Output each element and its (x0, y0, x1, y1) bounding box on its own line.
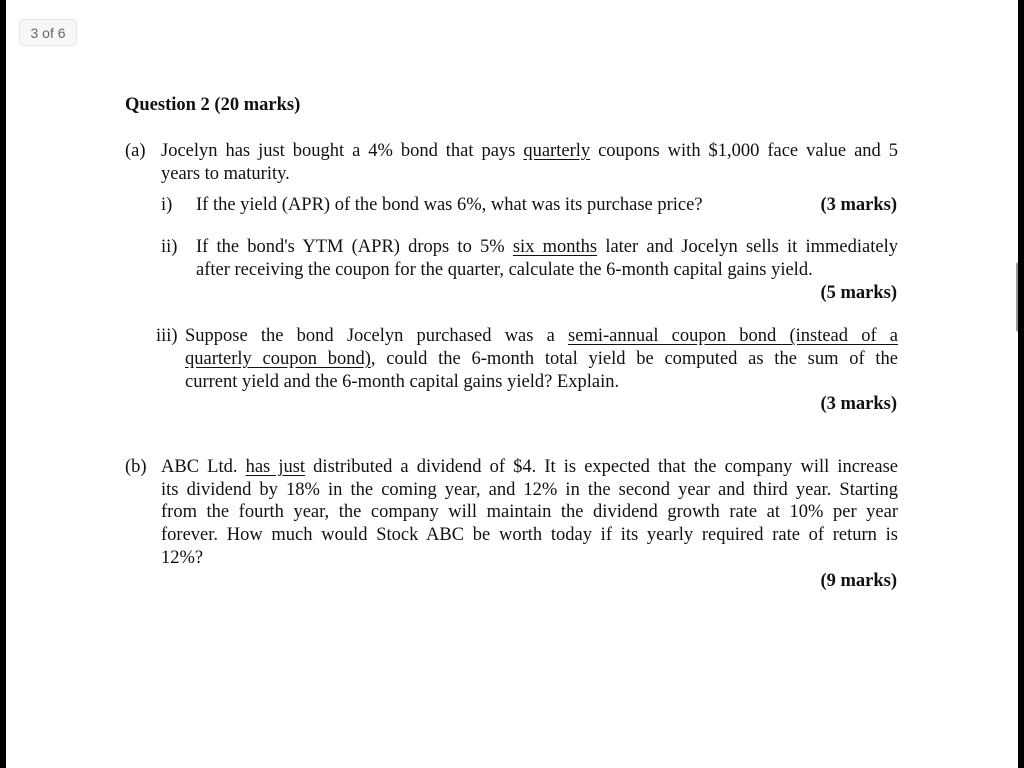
part-b-line-2: its dividend by 18% in the coming year, and 12% in the second year and third year. Starting (161, 480, 898, 500)
question-document (6, 0, 1018, 768)
part-a-iii-label: iii) (156, 326, 178, 346)
part-b-marks: (9 marks) (820, 571, 897, 591)
part-a-i-text: If the yield (APR) of the bond was 6%, what was its purchase price? (196, 195, 703, 215)
part-a-iii-line-3: current yield and the 6-month capital gains yield? Explain. (185, 372, 620, 392)
document-page (6, 0, 1018, 768)
part-a-ii-line-2: after receiving the coupon for the quarter, calculate the 6-month capital gains yield. (196, 260, 813, 280)
part-a-line-2: years to maturity. (161, 164, 290, 184)
underlined-semi-annual: semi-annual coupon bond (instead of a (568, 326, 898, 346)
underlined-has-just: has just (245, 457, 306, 477)
part-b-label: (b) (125, 457, 147, 477)
part-a-ii-line-1: If the bond's YTM (APR) drops to 5% six months later and Jocelyn sells it immediately (196, 237, 898, 257)
part-a-label: (a) (125, 141, 146, 161)
part-b-line-3: from the fourth year, the company will maintain the dividend growth rate at 10% per year (161, 502, 898, 522)
part-a-ii-marks: (5 marks) (820, 283, 897, 303)
part-a-iii-marks: (3 marks) (820, 394, 897, 414)
underlined-quarterly-coupon-bond: quarterly coupon bond) (185, 349, 371, 369)
underlined-six-months: six months (512, 237, 598, 257)
part-a-i-marks: (3 marks) (820, 195, 897, 215)
page-indicator: 3 of 6 (19, 19, 77, 46)
part-a-iii-line-2: quarterly coupon bond), could the 6-month total yield be computed as the sum of the (185, 349, 898, 369)
part-a-iii-line-1: Suppose the bond Jocelyn purchased was a semi-annual coupon bond (instead of a (185, 326, 898, 346)
part-a-i-label: i) (161, 195, 173, 215)
part-b-line-4: forever. How much would Stock ABC be worth today if its yearly required rate of return is (161, 525, 898, 545)
underlined-quarterly: quarterly (523, 141, 591, 161)
part-b-line-1: ABC Ltd. has just distributed a dividend of $4. It is expected that the company will increase (161, 457, 898, 477)
question-heading: Question 2 (20 marks) (125, 95, 301, 115)
part-a-ii-label: ii) (161, 237, 178, 257)
part-a-line-1: Jocelyn has just bought a 4% bond that pays quarterly coupons with $1,000 face value and 5 (161, 141, 898, 161)
part-b-line-5: 12%? (161, 548, 204, 568)
